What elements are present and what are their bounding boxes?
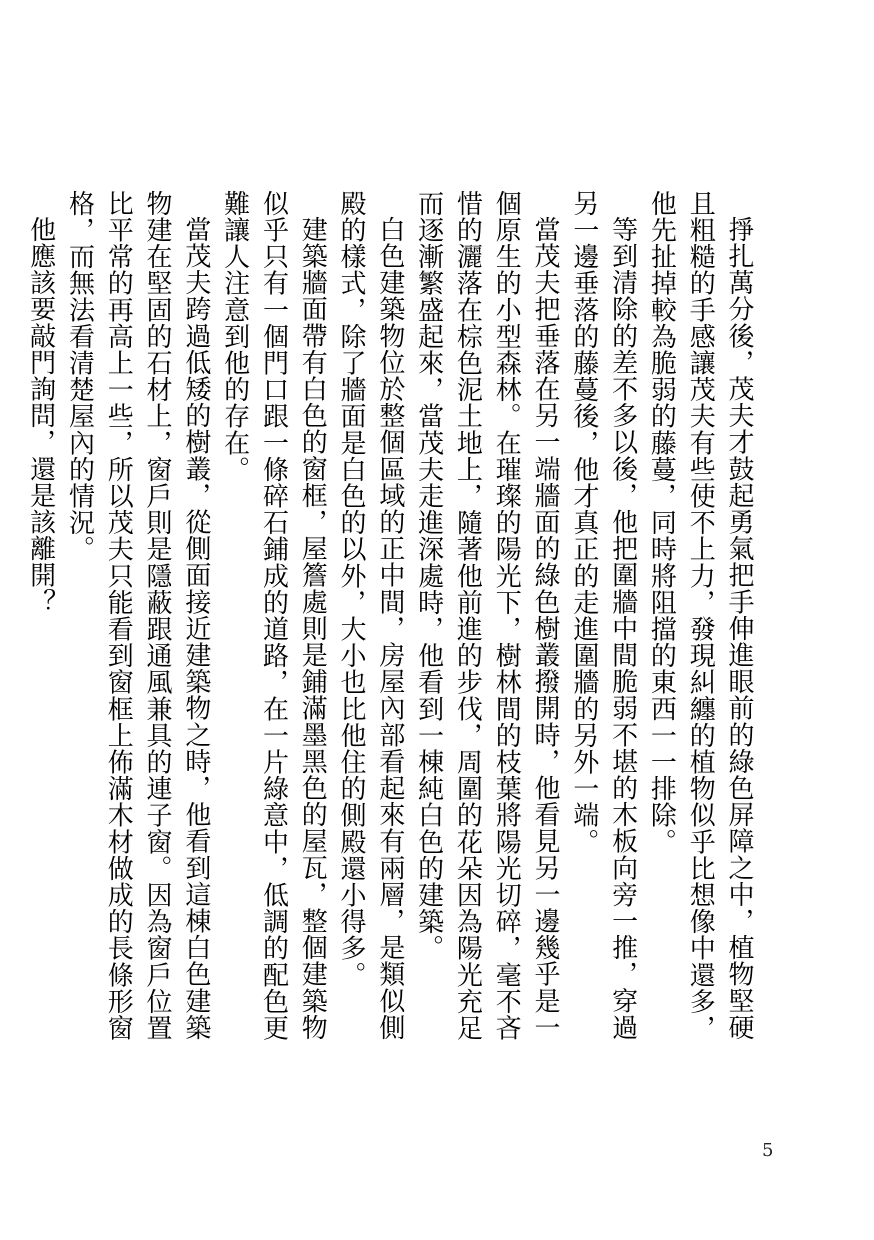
paragraph-6: 當茂夫跨過低矮的樹叢，從側面接近建築物之時，他看到這棟白色建築物建在堅固的石材上，窗戶則是隱蔽跟通風兼具的連子窗。因為窗戶位置比平常的再高上一些，所以茂夫只能看到窗框上佈滿木材做成的長條形窗格，而無法看清楚屋內的情況。 [64,190,211,1042]
paragraph-3: 當茂夫把垂落在另一端牆面的綠色樹叢撥開時，他看見另一邊幾乎是一個原生的小型森林。在璀璨的陽光下，樹林間的枝葉將陽光切碎，毫不吝惜的灑落在棕色泥土地上，隨著他前進的步伐，周圍的花朵因為陽光充足而逐漸繁盛起來，當茂夫走進深處時，他看到一棟純白色的建築。 [413,190,561,1042]
paragraph-4: 白色建築物位於整個區域的正中間，房屋內部看起來有兩層，是類似側殿的樣式，除了牆面是白色的以外，大小也比他住的側殿還小得多。 [336,190,405,1041]
paragraph-5: 建築牆面帶有白色的窗框，屋簷處則是鋪滿墨黑色的屋瓦，整個建築物似乎只有一個門口跟一條碎石鋪成的道路，在一片綠意中，低調的配色更難讓人注意到他的存在。 [219,190,328,1042]
paragraph-7: 他應該要敲門詢問，還是該離開？ [25,216,56,615]
paragraph-1: 掙扎萬分後，茂夫才鼓起勇氣把手伸進眼前的綠色屏障之中，植物堅硬且粗糙的手感讓茂夫有些使不上力，發現糾纏的植物似乎比想像中還多，他先扯掉較為脆弱的藤蔓，同時將阻擋的東西一一排除。 [646,190,754,1042]
page-number: 5 [762,1140,774,1161]
paragraph-2: 等到清除的差不多以後，他把圍牆中間脆弱不堪的木板向旁一推，穿過另一邊垂落的藤蔓後，他才真正的走進圍牆的另外一端。 [568,190,638,1041]
vertical-text-body [21,190,758,1060]
